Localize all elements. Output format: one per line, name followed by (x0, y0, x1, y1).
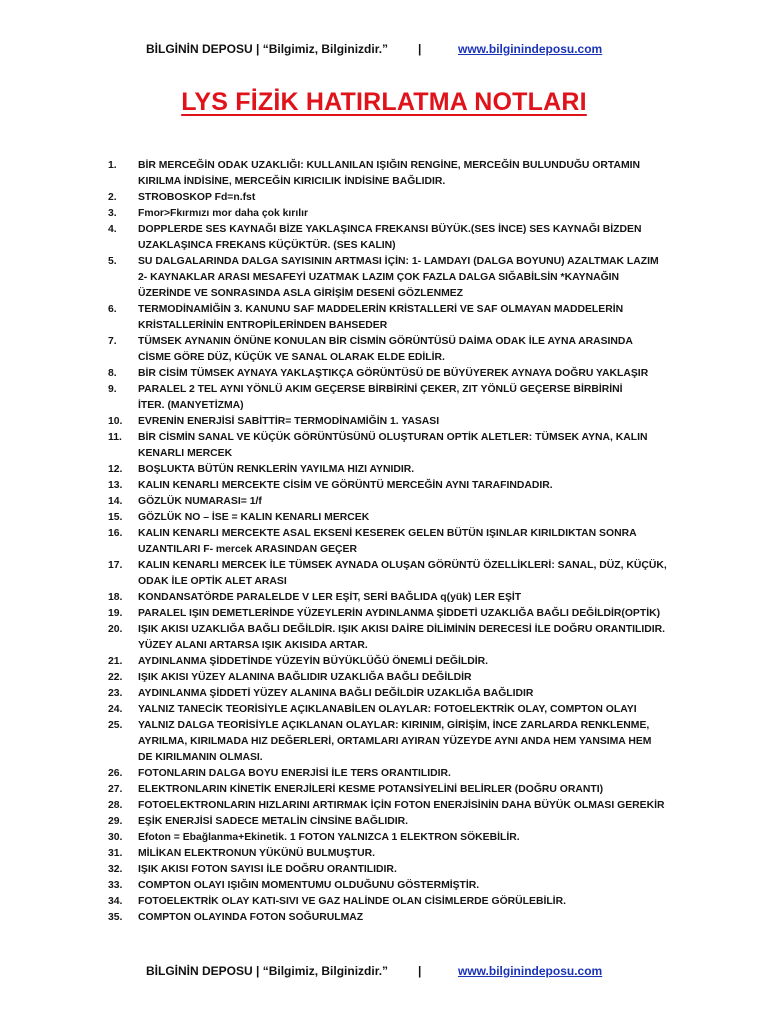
note-number: 1. (108, 160, 117, 171)
note-number: 5. (108, 256, 117, 267)
list-item (0, 670, 768, 686)
list-item (0, 254, 768, 302)
note-text-line: PARALEL 2 TEL AYNI YÖNLÜ AKIM GEÇERSE BİRBİRİNİ ÇEKER, ZIT YÖNLÜ GEÇERSE BİRBİRİNİ (138, 384, 623, 395)
note-text-line: UZANTILARI F- mercek ARASINDAN GEÇER (138, 544, 357, 555)
note-text-line: EVRENİN ENERJİSİ SABİTTİR= TERMODİNAMİĞİN 1. YASASI (138, 416, 440, 427)
list-item (0, 206, 768, 222)
list-item (0, 526, 768, 558)
note-text-line: BİR CİSİM TÜMSEK AYNAYA YAKLAŞTIKÇA GÖRÜNTÜSÜ DE BÜYÜYEREK AYNAYA DOĞRU YAKLAŞIR (138, 368, 649, 379)
list-item (0, 558, 768, 590)
note-text-line: FOTOELEKTRONLARIN HIZLARINI ARTIRMAK İÇİN FOTON ENERJİSİNİN DAHA BÜYÜK OLMASI GEREKİR (138, 800, 665, 811)
note-number: 11. (108, 432, 122, 443)
note-number: 19. (108, 608, 123, 619)
note-number: 22. (108, 672, 123, 683)
note-text-line: GÖZLÜK NUMARASI= 1/f (138, 496, 262, 507)
list-item (0, 798, 768, 814)
list-item (0, 910, 768, 926)
note-text-line: AYDINLANMA ŞİDDETİNDE YÜZEYİN BÜYÜKLÜĞÜ ÖNEMLİ DEĞİLDİR. (138, 656, 489, 667)
note-number: 10. (108, 416, 123, 427)
note-text-line: YÜZEY ALANI ARTARSA IŞIK AKISIDA ARTAR. (138, 640, 368, 651)
note-number: 24. (108, 704, 123, 715)
header-brand: BİLGİNİN DEPOSU | “Bilgimiz, Bilginizdir.” (146, 42, 389, 56)
list-item (0, 510, 768, 526)
note-number: 2. (108, 192, 117, 203)
list-item (0, 222, 768, 254)
note-number: 18. (108, 592, 123, 603)
note-number: 32. (108, 864, 123, 875)
list-item (0, 702, 768, 718)
note-text-line: DOPPLERDE SES KAYNAĞI BİZE YAKLAŞINCA FREKANSI BÜYÜK.(SES İNCE) SES KAYNAĞI BİZDEN (138, 224, 642, 235)
list-item (0, 686, 768, 702)
note-number: 34. (108, 896, 123, 907)
note-text-line: IŞIK AKISI YÜZEY ALANINA BAĞLIDIR UZAKLIĞA BAĞLI DEĞİLDİR (138, 672, 472, 683)
note-number: 8. (108, 368, 117, 379)
note-text-line: KONDANSATÖRDE PARALELDE V LER EŞİT, SERİ BAĞLIDA q(yük) LER EŞİT (138, 592, 522, 603)
list-item (0, 830, 768, 846)
list-item (0, 590, 768, 606)
list-item (0, 814, 768, 830)
note-number: 33. (108, 880, 123, 891)
header-website-link[interactable]: www.bilginindeposu.com (458, 42, 603, 56)
note-text-line: TÜMSEK AYNANIN ÖNÜNE KONULAN BİR CİSMİN GÖRÜNTÜSÜ DAİMA ODAK İLE AYNA ARASINDA (138, 336, 633, 347)
list-item (0, 718, 768, 766)
notes-list (0, 158, 768, 926)
note-text-line: BİR CİSMİN SANAL VE KÜÇÜK GÖRÜNTÜSÜNÜ OLUŞTURAN OPTİK ALETLER: TÜMSEK AYNA, KALIN (138, 432, 648, 443)
note-number: 12. (108, 464, 123, 475)
note-number: 25. (108, 720, 123, 731)
note-text-line: FOTONLARIN DALGA BOYU ENERJİSİ İLE TERS ORANTILIDIR. (138, 768, 451, 779)
note-text-line: KIRILMA İNDİSİNE, MERCEĞİN KIRICILIK İNDİSİNE BAĞLIDIR. (138, 176, 446, 187)
list-item (0, 846, 768, 862)
note-number: 26. (108, 768, 123, 779)
note-text-line: İTER. (MANYETİZMA) (138, 400, 244, 411)
note-number: 17. (108, 560, 123, 571)
note-text-line: AYRILMA, KIRILMADA HIZ DEĞERLERİ, ORTAMLARI AYIRAN YÜZEYDE AYNI ANDA HEM YANSIMA HEM (138, 736, 652, 747)
note-text-line: ELEKTRONLARIN KİNETİK ENERJİLERİ KESME POTANSİYELİNİ BELİRLER (DOĞRU ORANTI) (138, 784, 604, 795)
list-item (0, 190, 768, 206)
note-text-line: BOŞLUKTA BÜTÜN RENKLERİN YAYILMA HIZI AYNIDIR. (138, 464, 415, 475)
note-text-line: IŞIK AKISI UZAKLIĞA BAĞLI DEĞİLDİR. IŞIK AKISI DAİRE DİLİMİNİN DERECESİ İLE DOĞRU ORANTILIDIR. (138, 624, 666, 635)
list-item (0, 862, 768, 878)
list-item (0, 654, 768, 670)
note-text-line: STROBOSKOP Fd=n.fst (138, 192, 256, 203)
note-number: 9. (108, 384, 117, 395)
note-text-line: KRİSTALLERİNİN ENTROPİLERİNDEN BAHSEDER (138, 320, 388, 331)
note-number: 29. (108, 816, 123, 827)
note-text-line: ÜZERİNDE VE SONRASINDA ASLA GİRİŞİM DESENİ GÖZLENMEZ (138, 288, 464, 299)
note-text-line: UZAKLAŞINCA FREKANS KÜÇÜKTÜR. (SES KALIN) (138, 240, 396, 251)
note-number: 4. (108, 224, 117, 235)
footer-brand: BİLGİNİN DEPOSU | “Bilgimiz, Bilginizdir.” (146, 964, 389, 978)
list-item (0, 366, 768, 382)
note-number: 6. (108, 304, 117, 315)
note-text-line: COMPTON OLAYI IŞIĞIN MOMENTUMU OLDUĞUNU GÖSTERMİŞTİR. (138, 880, 480, 891)
list-item (0, 158, 768, 190)
list-item (0, 334, 768, 366)
note-number: 7. (108, 336, 117, 347)
list-item (0, 462, 768, 478)
note-text-line: Fmor>Fkırmızı mor daha çok kırılır (138, 208, 309, 219)
note-text-line: SU DALGALARINDA DALGA SAYISININ ARTMASI İÇİN: 1- LAMDAYI (DALGA BOYUNU) AZALTMAK LAZIM (138, 256, 659, 267)
list-item (0, 414, 768, 430)
note-text-line: KALIN KENARLI MERCEKTE ASAL EKSENİ KESEREK GELEN BÜTÜN IŞINLAR KIRILDIKTAN SONRA (138, 528, 637, 539)
note-text-line: KALIN KENARLI MERCEK İLE TÜMSEK AYNADA OLUŞAN GÖRÜNTÜ ÖZELLİKLERİ: SANAL, DÜZ, KÜÇÜK, (138, 560, 667, 571)
note-text-line: PARALEL IŞIN DEMETLERİNDE YÜZEYLERİN AYDINLANMA ŞİDDETİ UZAKLIĞA BAĞLI DEĞİLDİR(OPTİK) (138, 608, 661, 619)
note-text-line: KENARLI MERCEK (138, 448, 233, 459)
note-text-line: GÖZLÜK NO – İSE = KALIN KENARLI MERCEK (138, 512, 370, 523)
list-item (0, 878, 768, 894)
list-item (0, 606, 768, 622)
note-number: 27. (108, 784, 123, 795)
footer-separator: | (418, 964, 422, 978)
note-text-line: TERMODİNAMİĞİN 3. KANUNU SAF MADDELERİN KRİSTALLERİ VE SAF OLMAYAN MADDELERİN (138, 304, 624, 315)
note-text-line: AYDINLANMA ŞİDDETİ YÜZEY ALANINA BAĞLI DEĞİLDİR UZAKLIĞA BAĞLIDIR (138, 688, 534, 699)
note-text-line: KALIN KENARLI MERCEKTE CİSİM VE GÖRÜNTÜ MERCEĞİN AYNI TARAFINDADIR. (138, 480, 553, 491)
note-number: 20. (108, 624, 123, 635)
list-item (0, 782, 768, 798)
note-text-line: CİSME GÖRE DÜZ, KÜÇÜK VE SANAL OLARAK ELDE EDİLİR. (138, 352, 445, 363)
note-number: 35. (108, 912, 123, 923)
footer-website-link[interactable]: www.bilginindeposu.com (458, 964, 603, 978)
list-item (0, 622, 768, 654)
note-number: 31. (108, 848, 123, 859)
list-item (0, 494, 768, 510)
note-text-line: EŞİK ENERJİSİ SADECE METALİN CİNSİNE BAĞLIDIR. (138, 816, 408, 827)
note-number: 30. (108, 832, 123, 843)
note-text-line: FOTOELEKTRİK OLAY KATI-SIVI VE GAZ HALİNDE OLAN CİSİMLERDE GÖRÜLEBİLİR. (138, 896, 566, 907)
note-text-line: IŞIK AKISI FOTON SAYISI İLE DOĞRU ORANTILIDIR. (138, 864, 397, 875)
note-number: 16. (108, 528, 123, 539)
note-text-line: 2- KAYNAKLAR ARASI MESAFEYİ UZATMAK LAZIM ÇOK FAZLA DALGA SIĞABİLSİN *KAYNAĞIN (138, 272, 620, 283)
list-item (0, 302, 768, 334)
note-number: 21. (108, 656, 123, 667)
note-number: 13. (108, 480, 123, 491)
list-item (0, 766, 768, 782)
note-text-line: COMPTON OLAYINDA FOTON SOĞURULMAZ (138, 912, 364, 923)
note-text-line: Efoton = Ebağlanma+Ekinetik. 1 FOTON YALNIZCA 1 ELEKTRON SÖKEBİLİR. (138, 832, 520, 843)
note-text-line: MİLİKAN ELEKTRONUN YÜKÜNÜ BULMUŞTUR. (138, 848, 376, 859)
note-text-line: DE KIRILMANIN OLMASI. (138, 752, 263, 763)
note-text-line: YALNIZ TANECİK TEORİSİYLE AÇIKLANABİLEN OLAYLAR: FOTOELEKTRİK OLAY, COMPTON OLAYI (138, 704, 637, 715)
header-separator: | (418, 42, 422, 56)
note-number: 3. (108, 208, 117, 219)
list-item (0, 894, 768, 910)
note-number: 23. (108, 688, 123, 699)
note-text-line: ODAK İLE OPTİK ALET ARASI (138, 576, 287, 587)
note-text-line: BİR MERCEĞİN ODAK UZAKLIĞI: KULLANILAN IŞIĞIN RENGİNE, MERCEĞİN BULUNDUĞU ORTAMIN (138, 160, 641, 171)
list-item (0, 430, 768, 462)
note-number: 15. (108, 512, 123, 523)
list-item (0, 478, 768, 494)
note-number: 28. (108, 800, 123, 811)
note-number: 14. (108, 496, 123, 507)
list-item (0, 382, 768, 414)
page-title: LYS FİZİK HATIRLATMA NOTLARI (181, 88, 587, 116)
note-text-line: YALNIZ DALGA TEORİSİYLE AÇIKLANAN OLAYLAR: KIRINIM, GİRİŞİM, İNCE ZARLARDA RENKLENME, (138, 720, 650, 731)
